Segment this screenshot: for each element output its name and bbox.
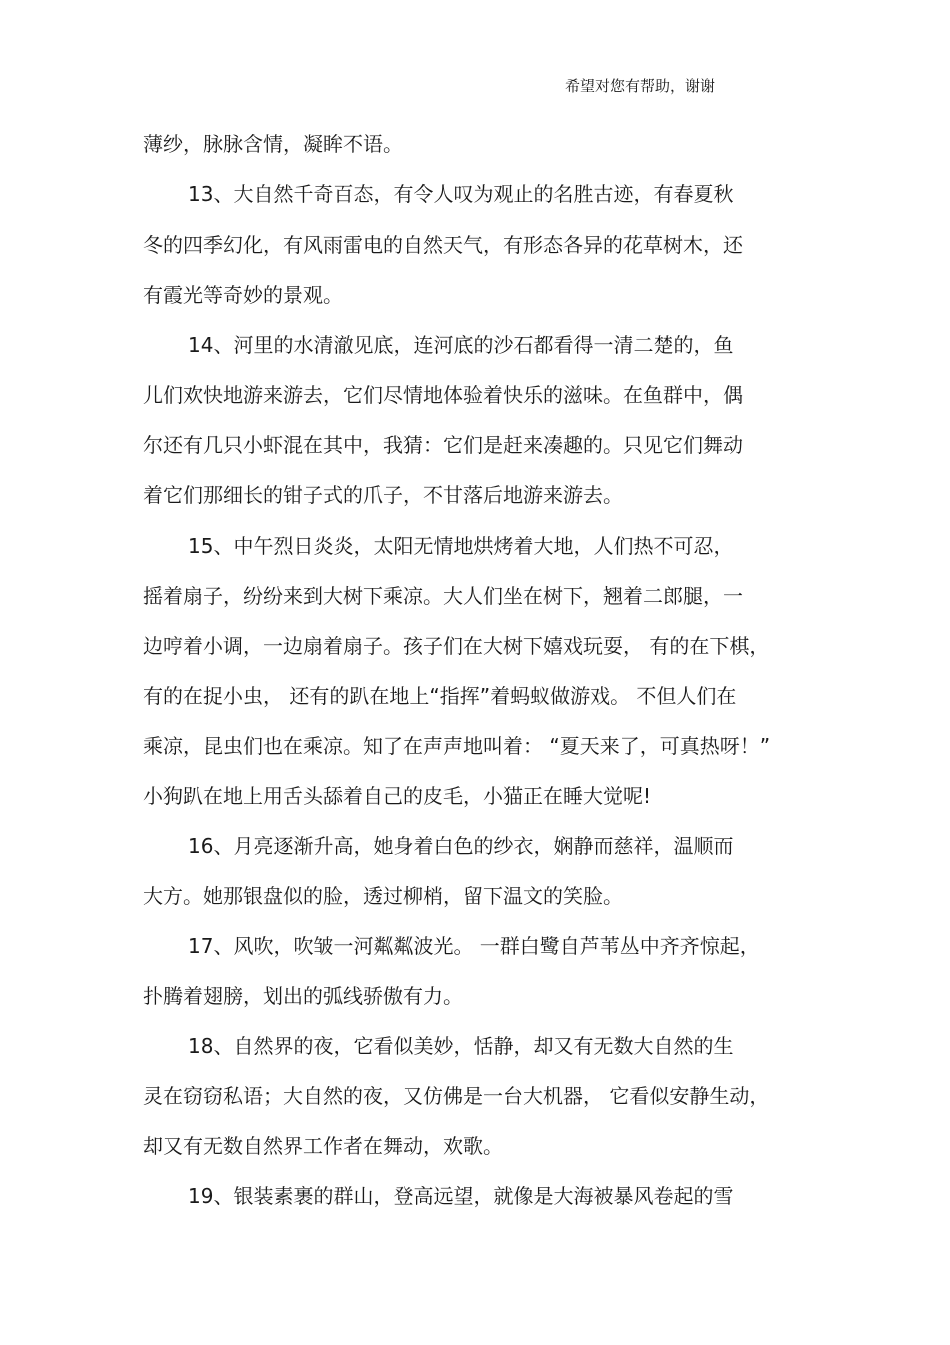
text-line: 着它们那细长的钳子式的爪子，不甘落后地游来游去。 [143,483,623,507]
text-line: 小狗趴在地上用舌头舔着自己的皮毛，小猫正在睡大觉呢! [143,784,652,808]
text-line: 有霞光等奇妙的景观。 [143,283,343,307]
text-line: 尔还有几只小虾混在其中，我猜：它们是赶来凑趣的。只见它们舞动 [143,433,743,457]
paragraph-15-line: 15、中午烈日炎炎，太阳无情地烘烤着大地，人们热不可忍， [188,534,734,558]
text-line: 扑腾着翅膀，划出的弧线骄傲有力。 [143,984,463,1008]
paragraph-19-line: 19、银装素裹的群山，登高远望，就像是大海被暴风卷起的雪 [188,1184,734,1208]
text-line: 大方。她那银盘似的脸，透过柳梢，留下温文的笑脸。 [143,884,623,908]
text-line: 摇着扇子，纷纷来到大树下乘凉。大人们坐在树下，翘着二郎腿，一 [143,584,743,608]
paragraph-16-line: 16、月亮逐渐升高，她身着白色的纱衣，娴静而慈祥，温顺而 [188,834,734,858]
text-line: 乘凉，昆虫们也在乘凉。知了在声声地叫着： “夏天来了，可真热呀！” [143,734,771,758]
text-line: 儿们欢快地游来游去，它们尽情地体验着快乐的滋味。在鱼群中，偶 [143,383,743,407]
text-line: 边哼着小调，一边扇着扇子。孩子们在大树下嬉戏玩耍， 有的在下棋， [143,634,770,658]
paragraph-17-line: 17、风吹，吹皱一河粼粼波光。 一群白鹭自芦苇丛中齐齐惊起， [188,934,760,958]
header-note: 希望对您有帮助，谢谢 [565,77,716,95]
paragraph-18-line: 18、自然界的夜，它看似美妙，恬静，却又有无数大自然的生 [188,1034,734,1058]
paragraph-13-line: 13、大自然千奇百态，有令人叹为观止的名胜古迹，有春夏秋 [188,182,734,206]
text-line: 薄纱，脉脉含情，凝眸不语。 [143,132,403,156]
paragraph-14-line: 14、河里的水清澈见底，连河底的沙石都看得一清二楚的，鱼 [188,333,734,357]
text-line: 有的在捉小虫， 还有的趴在地上“指挥”着蚂蚁做游戏。 不但人们在 [143,684,737,708]
text-line: 灵在窃窃私语；大自然的夜，又仿佛是一台大机器， 它看似安静生动， [143,1084,770,1108]
text-line: 冬的四季幻化，有风雨雷电的自然天气，有形态各异的花草树木，还 [143,233,743,257]
text-line: 却又有无数自然界工作者在舞动，欢歌。 [143,1134,503,1158]
